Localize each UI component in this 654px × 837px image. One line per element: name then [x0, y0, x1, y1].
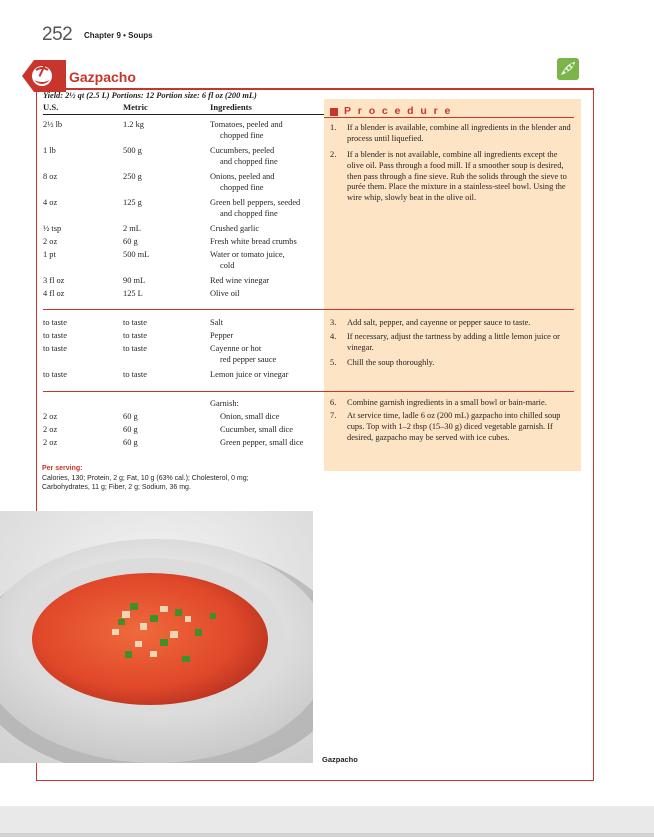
procedure-step [330, 358, 576, 369]
ingredient-name [220, 411, 337, 423]
ingredient-name-line: and chopped fine [220, 156, 278, 166]
procedure-step [330, 123, 576, 145]
page-bottom-edge [0, 833, 654, 837]
ingredient-name-line: red pepper sauce [220, 354, 277, 364]
ingredient-us-amount: 3 fl oz [43, 276, 65, 285]
ingredient-name-line: Olive oil [210, 289, 240, 298]
ingredient-metric-amount: 90 mL [123, 276, 146, 285]
procedure-step [330, 398, 576, 409]
ingredient-us-amount: 2 oz [43, 425, 58, 434]
ingredient-name [210, 289, 324, 300]
ingredient-us-amount: to taste [43, 370, 67, 379]
ingredient-metric-amount: 500 g [123, 146, 142, 155]
ingredient-name [210, 370, 324, 381]
procedure-step [330, 411, 576, 443]
nutrition-line: Calories, 130; Protein, 2 g; Fat, 10 g (63% cal.); Cholesterol, 0 mg; [42, 474, 249, 482]
ingredient-us-amount: 2 oz [43, 438, 58, 447]
step-text: Chill the soup thoroughly. [347, 358, 435, 367]
ingredient-us-amount: 1 pt [43, 250, 56, 259]
photo-caption: Gazpacho [322, 755, 358, 764]
ingredient-metric-amount: 60 g [123, 412, 138, 421]
ingredient-metric-amount: 2 mL [123, 224, 141, 233]
ingredient-metric-amount: 250 g [123, 172, 142, 181]
ingredient-name-line: Tomatoes, peeled and [210, 120, 283, 129]
nutrition-info [42, 464, 342, 493]
ingredient-us-amount: to taste [43, 318, 67, 327]
ingredient-metric-amount: 500 mL [123, 250, 150, 259]
procedure-step [330, 332, 576, 354]
ingredient-name [210, 172, 324, 194]
procedure-marker-icon [330, 108, 338, 116]
ingredient-name-line: Green bell peppers, seeded [210, 198, 301, 207]
ingredient-name [210, 331, 324, 342]
procedure-step [330, 150, 576, 204]
step-text: If a blender is available, combine all ingredients in the blender and process until liquefied. [347, 123, 571, 143]
step-number: 3. [330, 318, 337, 327]
procedure-step [330, 318, 576, 329]
ingredient-name-line: Garnish: [210, 399, 239, 408]
recipe-title: Gazpacho [69, 69, 136, 85]
vegetarian-pea-icon [557, 58, 579, 80]
step-text: Add salt, pepper, and cayenne or pepper sauce to taste. [347, 318, 531, 327]
ingredient-name [210, 146, 324, 168]
header-rule [43, 114, 324, 115]
ingredient-name-line: Salt [210, 318, 224, 327]
ingredient-name [210, 276, 324, 287]
ingredient-metric-amount: 60 g [123, 438, 138, 447]
ingredient-name [210, 318, 324, 329]
step-text: Combine garnish ingredients in a small bowl or bain-marie. [347, 398, 547, 407]
column-header-us: U.S. [43, 102, 59, 112]
page-number: 252 [42, 24, 73, 45]
ingredient-name-line: chopped fine [220, 130, 264, 140]
ingredient-name-line: Water or tomato juice, [210, 250, 285, 259]
ingredient-name-line: Cayenne or hot [210, 344, 262, 353]
ingredient-name [210, 399, 324, 410]
section-divider [43, 309, 574, 310]
ingredient-name-line: Red wine vinegar [210, 276, 270, 285]
step-text: If necessary, adjust the tartness by adding a little lemon juice or vinegar. [347, 332, 560, 352]
step-text: If a blender is not available, combine all ingredients except the olive oil. Pass through a food mill. If a smoother soup is desired, then pass through a fine sieve. Rub the solids through the sieve to purée them. Place the mixture in a stainless-steel bowl. Using the wire whip, slowly beat in the olive oil. [347, 150, 567, 203]
gazpacho-bowl-image [0, 511, 313, 763]
ingredient-metric-amount: 125 L [123, 289, 143, 298]
chapter-heading: Chapter 9 • Soups [84, 31, 153, 40]
gazpacho-photo [0, 511, 313, 763]
ingredient-us-amount: 4 oz [43, 198, 58, 207]
ingredient-metric-amount: to taste [123, 370, 147, 379]
ingredient-metric-amount: 60 g [123, 237, 138, 246]
ingredient-name-line: Cucumber, small dice [220, 425, 293, 434]
ingredient-name [210, 250, 324, 272]
column-header-metric: Metric [123, 102, 148, 112]
ingredient-us-amount: 2 oz [43, 237, 58, 246]
nutrition-label: Per serving: [42, 465, 83, 472]
step-number: 2. [330, 150, 337, 159]
column-header-ingredients: Ingredients [210, 102, 252, 112]
step-number: 6. [330, 398, 337, 407]
ingredient-us-amount: to taste [43, 344, 67, 353]
ingredient-metric-amount: to taste [123, 331, 147, 340]
ingredient-name-line: Green pepper, small dice [220, 438, 304, 447]
ingredient-metric-amount: to taste [123, 344, 147, 353]
step-text: At service time, ladle 6 oz (200 mL) gazpacho into chilled soup cups. Top with 1–2 tbsp (15–30 g) diced vegetable garnish. If desired, gazpacho may be served with ice cubes. [347, 411, 561, 442]
ingredient-us-amount: to taste [43, 331, 67, 340]
ingredient-name [210, 224, 324, 235]
ingredient-us-amount: 4 fl oz [43, 289, 65, 298]
ingredient-name [220, 438, 334, 449]
ingredient-metric-amount: to taste [123, 318, 147, 327]
step-number: 1. [330, 123, 337, 132]
step-number: 4. [330, 332, 337, 341]
step-number: 5. [330, 358, 337, 367]
section-divider [43, 391, 574, 392]
ingredient-name-line: Onion, small dice [220, 412, 280, 421]
ingredient-us-amount: 1 lb [43, 146, 56, 155]
procedure-rule [324, 117, 574, 118]
ingredient-name-line: Cucumbers, peeled [210, 146, 275, 155]
ingredient-name-line: chopped fine [220, 182, 264, 192]
recipe-frame-top-rule [36, 88, 594, 90]
ingredient-us-amount: 8 oz [43, 172, 58, 181]
ingredient-name-line: Pepper [210, 331, 234, 340]
yield-line: Yield: 2½ qt (2.5 L) Portions: 12 Portion size: 6 fl oz (200 mL) [43, 91, 257, 100]
ingredient-name [210, 198, 324, 220]
ingredient-metric-amount: 125 g [123, 198, 142, 207]
nutrition-line: Carbohydrates, 11 g; Fiber, 2 g; Sodium, 36 mg. [42, 484, 191, 491]
ingredient-name [220, 425, 334, 436]
step-number: 7. [330, 411, 337, 420]
ingredient-us-amount: 2½ lb [43, 120, 63, 129]
ingredient-name-line: cold [220, 260, 235, 270]
ingredient-name [210, 344, 324, 366]
ingredient-us-amount: 2 oz [43, 412, 58, 421]
procedure-heading: Procedure [344, 105, 458, 117]
ingredient-metric-amount: 60 g [123, 425, 138, 434]
ingredient-name-line: Crushed garlic [210, 224, 260, 233]
ingredient-name [210, 120, 324, 142]
ingredient-name [210, 237, 324, 248]
ingredient-name-line: Lemon juice or vinegar [210, 370, 289, 379]
ingredient-us-amount: ½ tsp [43, 224, 62, 233]
ingredient-name-line: and chopped fine [220, 208, 278, 218]
ingredient-name-line: Onions, peeled and [210, 172, 275, 181]
ingredient-name-line: Fresh white bread crumbs [210, 237, 297, 246]
ingredient-metric-amount: 1.2 kg [123, 120, 144, 129]
